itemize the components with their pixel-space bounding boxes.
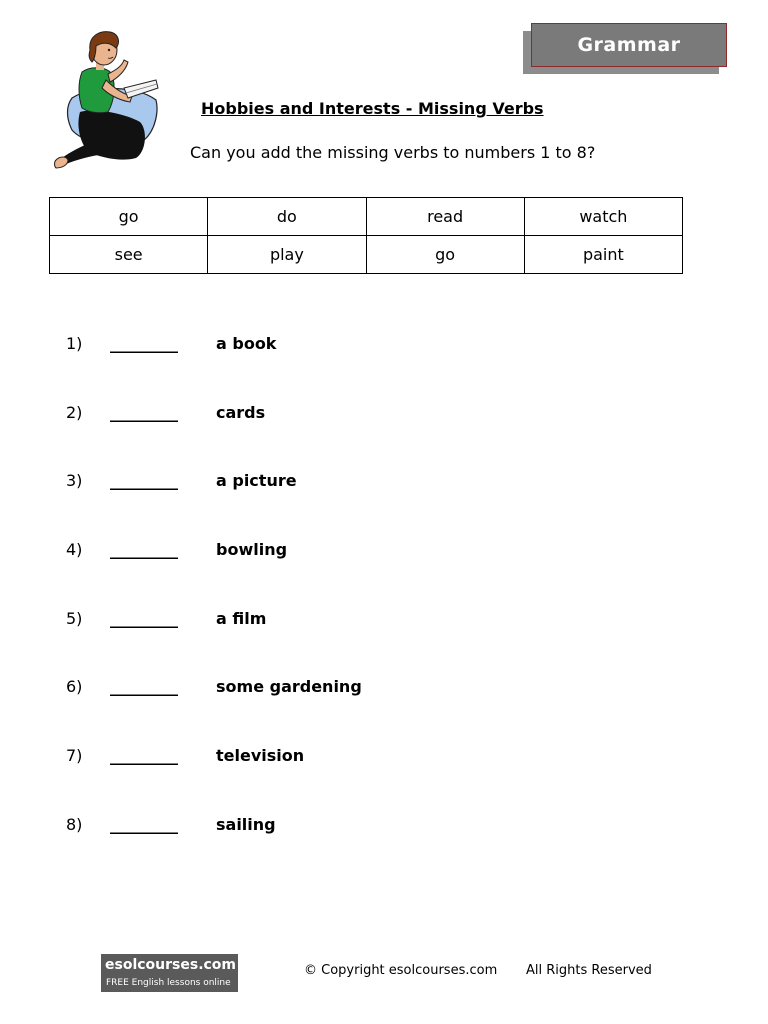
- answer-blank[interactable]: _________: [110, 608, 178, 628]
- question-number: 2): [66, 402, 83, 422]
- question-number: 3): [66, 471, 83, 491]
- question-phrase: bowling: [216, 540, 288, 560]
- rights-text: All Rights Reserved: [526, 963, 652, 978]
- word-bank-cell: go: [366, 236, 524, 274]
- grammar-badge: Grammar: [531, 23, 727, 67]
- question-phrase: television: [216, 746, 305, 766]
- question-number: 5): [66, 608, 83, 628]
- instruction-text: Can you add the missing verbs to numbers 1 to 8?: [190, 143, 596, 162]
- answer-blank[interactable]: _________: [110, 814, 178, 834]
- question-item: [66, 815, 362, 884]
- question-number: 1): [66, 334, 83, 353]
- question-number: 8): [66, 814, 83, 834]
- answer-blank[interactable]: _________: [110, 746, 178, 766]
- answer-blank[interactable]: _________: [110, 334, 178, 353]
- logo-sub-text: FREE English lessons online: [106, 978, 231, 988]
- word-bank-cell: play: [208, 236, 366, 274]
- word-bank-cell: watch: [524, 198, 682, 236]
- word-bank-cell: paint: [524, 236, 682, 274]
- question-list: [66, 334, 362, 884]
- logo-main-text: esolcourses.com: [105, 957, 237, 973]
- question-item: [66, 334, 362, 403]
- word-bank-cell: do: [208, 198, 366, 236]
- answer-blank[interactable]: _________: [110, 471, 178, 491]
- question-item: [66, 746, 362, 815]
- answer-blank[interactable]: _________: [110, 402, 178, 422]
- answer-blank[interactable]: _________: [110, 677, 178, 697]
- question-item: [66, 677, 362, 746]
- question-phrase: cards: [216, 402, 266, 422]
- question-phrase: a picture: [216, 471, 297, 491]
- question-item: [66, 471, 362, 540]
- question-phrase: a film: [216, 608, 267, 628]
- question-item: [66, 403, 362, 472]
- page-title: Hobbies and Interests - Missing Verbs: [201, 99, 544, 118]
- woman-reading-icon: [52, 30, 164, 172]
- question-phrase: a book: [216, 334, 277, 353]
- word-bank-cell: read: [366, 198, 524, 236]
- word-bank-cell: go: [50, 198, 208, 236]
- answer-blank[interactable]: _________: [110, 540, 178, 560]
- question-phrase: sailing: [216, 814, 276, 834]
- copyright-text: © Copyright esolcourses.com: [304, 963, 498, 978]
- question-item: [66, 540, 362, 609]
- word-bank-cell: see: [50, 236, 208, 274]
- esolcourses-logo[interactable]: [101, 954, 238, 992]
- question-number: 4): [66, 540, 83, 560]
- word-bank-row: [50, 236, 683, 274]
- question-phrase: some gardening: [216, 677, 362, 697]
- word-bank-table: [49, 197, 683, 274]
- question-item: [66, 609, 362, 678]
- question-number: 6): [66, 677, 83, 697]
- question-number: 7): [66, 746, 83, 766]
- word-bank-row: [50, 198, 683, 236]
